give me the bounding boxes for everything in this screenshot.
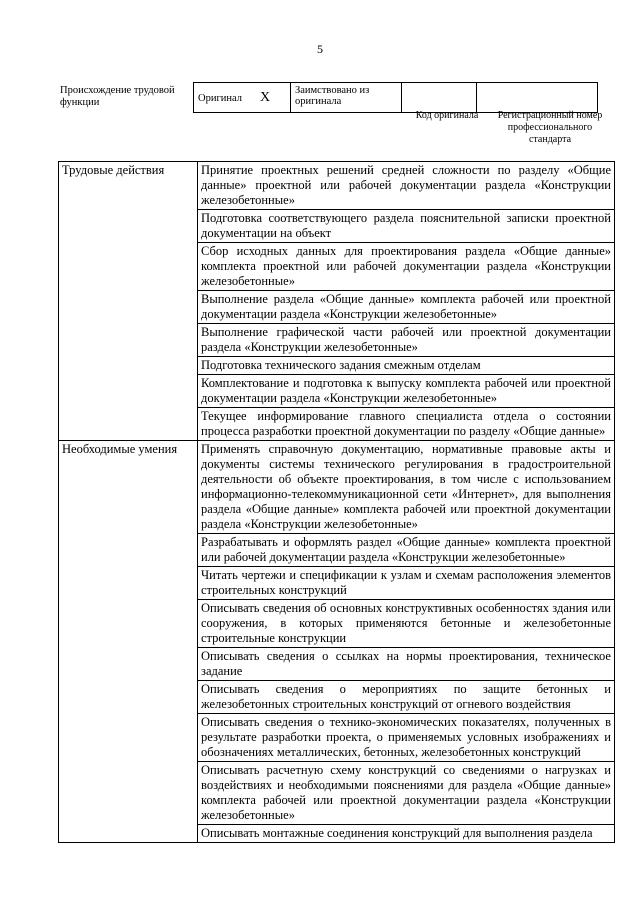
code-caption: Код оригинала: [415, 110, 479, 121]
section-item: Описывать монтажные соединения конструкций для выполнения раздела: [198, 825, 615, 843]
section-item: Описывать сведения о мероприятиях по защите бетонных и железобетонных строительных конструкций от огневого воздействия: [198, 681, 615, 714]
section-item: Применять справочную документацию, нормативные правовые акты и документы системы технического регулирования в градостроительной деятельности об объекте проектирования, в том числе с использованием информационно-телекоммуникационной сети «Интернет», для выполнения раздела «Общие данные» комплекта рабочей или проектной документации раздела «Конструкции железобетонные»: [198, 441, 615, 534]
section-label: Трудовые действия: [59, 162, 198, 441]
section-item: Подготовка соответствующего раздела пояснительной записки проектной документации на объект: [198, 210, 615, 243]
original-label: Оригинал: [198, 92, 242, 104]
section-item: Текущее информирование главного специалиста отдела о состоянии процесса разработки проектной документации по разделу «Общие данные»: [198, 408, 615, 441]
code-cell: [402, 83, 477, 113]
borrowed-cell: [291, 83, 402, 113]
table-row: [59, 162, 615, 210]
page-number: 5: [317, 42, 323, 56]
section-item: Принятие проектных решений средней сложности по разделу «Общие данные» проектной или рабочей документации раздела «Конструкции железобетонные»: [198, 162, 615, 210]
section-item: Описывать сведения о технико-экономических показателях, полученных в результате разработки проекта, о применяемых условных изображениях и обозначениях металлических, бетонных, железобетонных конструкций: [198, 714, 615, 762]
section-item: Сбор исходных данных для проектирования раздела «Общие данные» комплекта проектной или рабочей документации раздела «Конструкции железобетонные»: [198, 243, 615, 291]
table-row: [59, 441, 615, 534]
origin-label: Происхождение трудовой функции: [60, 85, 175, 108]
section-item: Описывать сведения о ссылках на нормы проектирования, техническое задание: [198, 648, 615, 681]
section-item: Выполнение графической части рабочей или проектной документации раздела «Конструкции железобетонные»: [198, 324, 615, 357]
original-mark: X: [260, 89, 271, 105]
origin-table: [193, 82, 598, 113]
section-item: Выполнение раздела «Общие данные» комплекта рабочей или проектной документации раздела «Конструкции железобетонные»: [198, 291, 615, 324]
section-item: Описывать сведения об основных конструктивных особенностях здания или сооружения, в которых применяются бетонные и железобетонные строительные конструкции: [198, 600, 615, 648]
function-table-body: [59, 162, 615, 843]
borrowed-label: Заимствовано из оригинала: [295, 85, 370, 107]
section-item: Разрабатывать и оформлять раздел «Общие данные» комплекта проектной или рабочей документации раздела «Конструкции железобетонные»: [198, 534, 615, 567]
section-item: Читать чертежи и спецификации к узлам и схемам расположения элементов строительных конструкций: [198, 567, 615, 600]
function-table: [58, 161, 615, 843]
section-item: Подготовка технического задания смежным отделам: [198, 357, 615, 375]
section-label: Необходимые умения: [59, 441, 198, 843]
reg-number-caption: Регистрационный номер профессионального стандарта: [497, 110, 603, 145]
section-item: Описывать расчетную схему конструкций со сведениями о нагрузках и воздействиях и необходимыми пояснениями для раздела «Общие данные» комплекта рабочей или проектной документации раздела «Конструкции железобетонные»: [198, 762, 615, 825]
reg-number-cell: [477, 83, 598, 113]
original-cell: [194, 83, 291, 113]
section-item: Комплектование и подготовка к выпуску комплекта рабочей или проектной документации раздела «Конструкции железобетонные»: [198, 375, 615, 408]
